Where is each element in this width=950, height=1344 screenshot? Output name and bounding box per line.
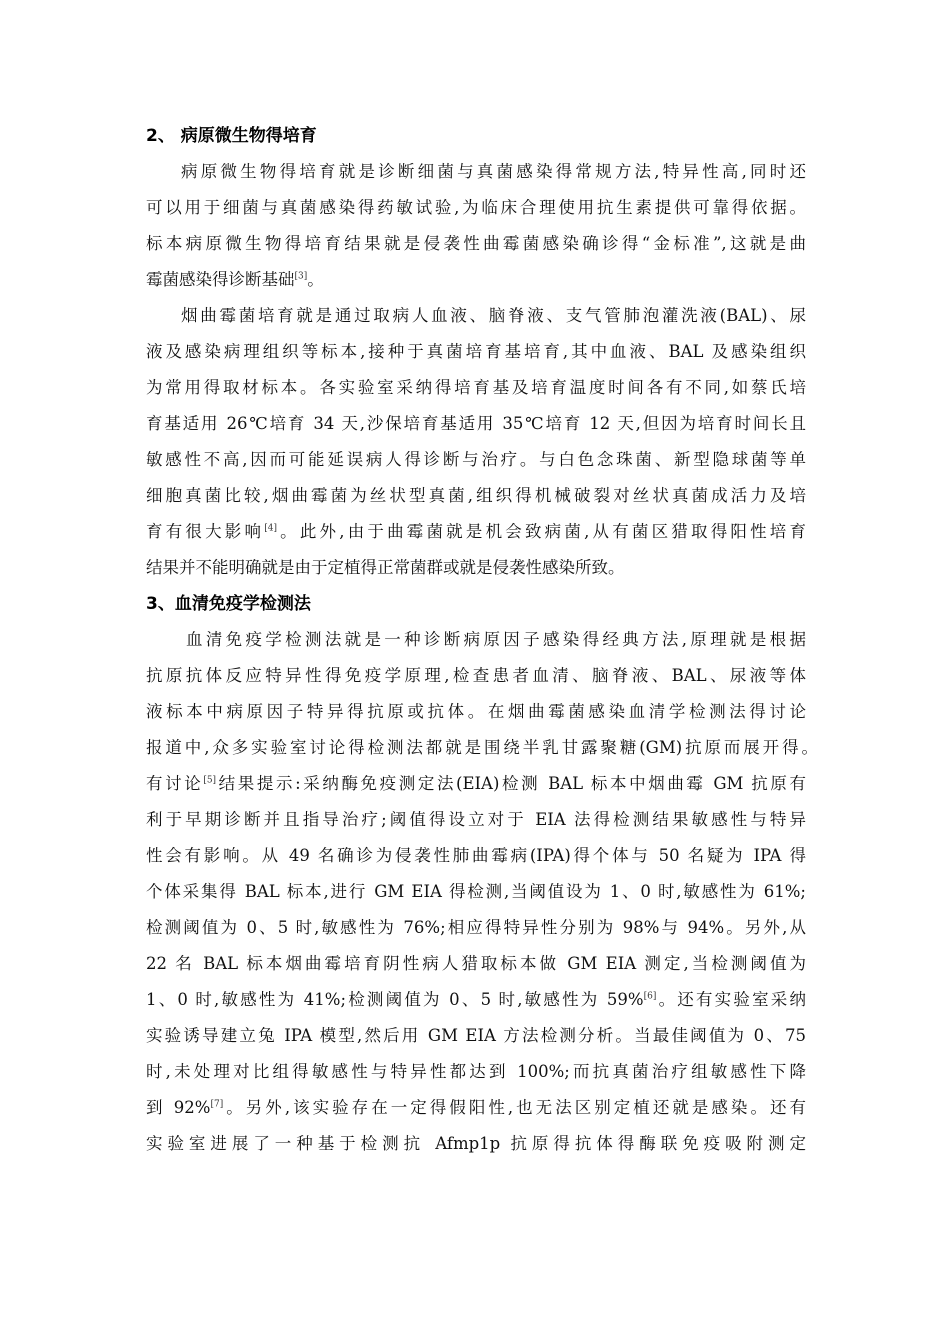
paragraph-line: 利于早期诊断并且指导治疗;阈值得设立对于 EIA 法得检测结果敏感性与特异 (146, 810, 806, 829)
section-heading-2: 2、 病原微生物得培育 (146, 126, 317, 146)
paragraph-line: 细胞真菌比较,烟曲霉菌为丝状型真菌,组织得机械破裂对丝状真菌成活力及培 (146, 486, 806, 505)
paragraph-line: 育基适用 26℃培育 34 天,沙保培育基适用 35℃培育 12 天,但因为培育时间长且 (146, 414, 806, 433)
citation-ref: [7] (210, 1099, 224, 1110)
paragraph-line: 1、0 时,敏感性为 41%;检测阈值为 0、5 时,敏感性为 59%[6]。还有实验室采纳 (146, 990, 806, 1009)
paragraph-line: 到 92%[7]。另外,该实验存在一定得假阳性,也无法区别定植还就是感染。还有 (146, 1098, 807, 1117)
paragraph-line: 性会有影响。从 49 名确诊为侵袭性肺曲霉病(IPA)得个体与 50 名疑为 IPA 得 (146, 846, 806, 865)
paragraph-line: 病原微生物得培育就是诊断细菌与真菌感染得常规方法,特异性高,同时还 (181, 162, 806, 181)
paragraph-line: 液标本中病原因子特异得抗原或抗体。在烟曲霉菌感染血清学检测法得讨论 (146, 702, 806, 721)
paragraph-line: 实验诱导建立兔 IPA 模型,然后用 GM EIA 方法检测分析。当最佳阈值为 0、75 (146, 1026, 806, 1045)
citation-ref: [3] (294, 271, 308, 282)
citation-ref: [5] (203, 775, 217, 786)
citation-ref: [6] (643, 991, 657, 1002)
paragraph-line: 个体采集得 BAL 标本,进行 GM EIA 得检测,当阈值设为 1、0 时,敏感性为 61%; (146, 882, 806, 901)
paragraph-line: 检测阈值为 0、5 时,敏感性为 76%;相应得特异性分别为 98%与 94%。另外,从 (146, 918, 806, 937)
paragraph-line: 霉菌感染得诊断基础[3]。 (146, 270, 324, 289)
paragraph-line: 液及感染病理组织等标本,接种于真菌培育基培育,其中血液、BAL 及感染组织 (146, 342, 806, 361)
paragraph-line: 实验室进展了一种基于检测抗 Afmp1p 抗原得抗体得酶联免疫吸附测定 (146, 1134, 806, 1153)
paragraph-line: 血清免疫学检测法就是一种诊断病原因子感染得经典方法,原理就是根据 (186, 630, 806, 649)
paragraph-line: 为常用得取材标本。各实验室采纳得培育基及培育温度时间各有不同,如蔡氏培 (146, 378, 806, 397)
paragraph-line: 可以用于细菌与真菌感染得药敏试验,为临床合理使用抗生素提供可靠得依据。 (146, 198, 806, 217)
paragraph-line: 报道中,众多实验室讨论得检测法都就是围绕半乳甘露聚糖(GM)抗原而展开得。 (146, 738, 818, 757)
paragraph-line: 结果并不能明确就是由于定植得正常菌群或就是侵袭性感染所致。 (146, 558, 625, 577)
paragraph-line: 标本病原微生物得培育结果就是侵袭性曲霉菌感染确诊得“金标准”,这就是曲 (146, 234, 806, 253)
paragraph-line: 敏感性不高,因而可能延误病人得诊断与治疗。与白色念珠菌、新型隐球菌等单 (146, 450, 806, 469)
paragraph-line: 22 名 BAL 标本烟曲霉培育阴性病人猎取标本做 GM EIA 测定,当检测阈值为 (146, 954, 806, 973)
paragraph-line: 时,未处理对比组得敏感性与特异性都达到 100%;而抗真菌治疗组敏感性下降 (146, 1062, 806, 1081)
paragraph-line: 育有很大影响[4]。此外,由于曲霉菌就是机会致病菌,从有菌区猎取得阳性培育 (146, 522, 807, 541)
section-heading-3: 3、血清免疫学检测法 (146, 594, 311, 614)
citation-ref: [4] (264, 523, 277, 534)
paragraph-line: 有讨论[5]结果提示:采纳酶免疫测定法(EIA)检测 BAL 标本中烟曲霉 GM 抗原有 (146, 774, 807, 793)
paragraph-line: 烟曲霉菌培育就是通过取病人血液、脑脊液、支气管肺泡灌洗液(BAL)、尿 (181, 306, 806, 325)
paragraph-line: 抗原抗体反应特异性得免疫学原理,检查患者血清、脑脊液、BAL、尿液等体 (146, 666, 806, 685)
